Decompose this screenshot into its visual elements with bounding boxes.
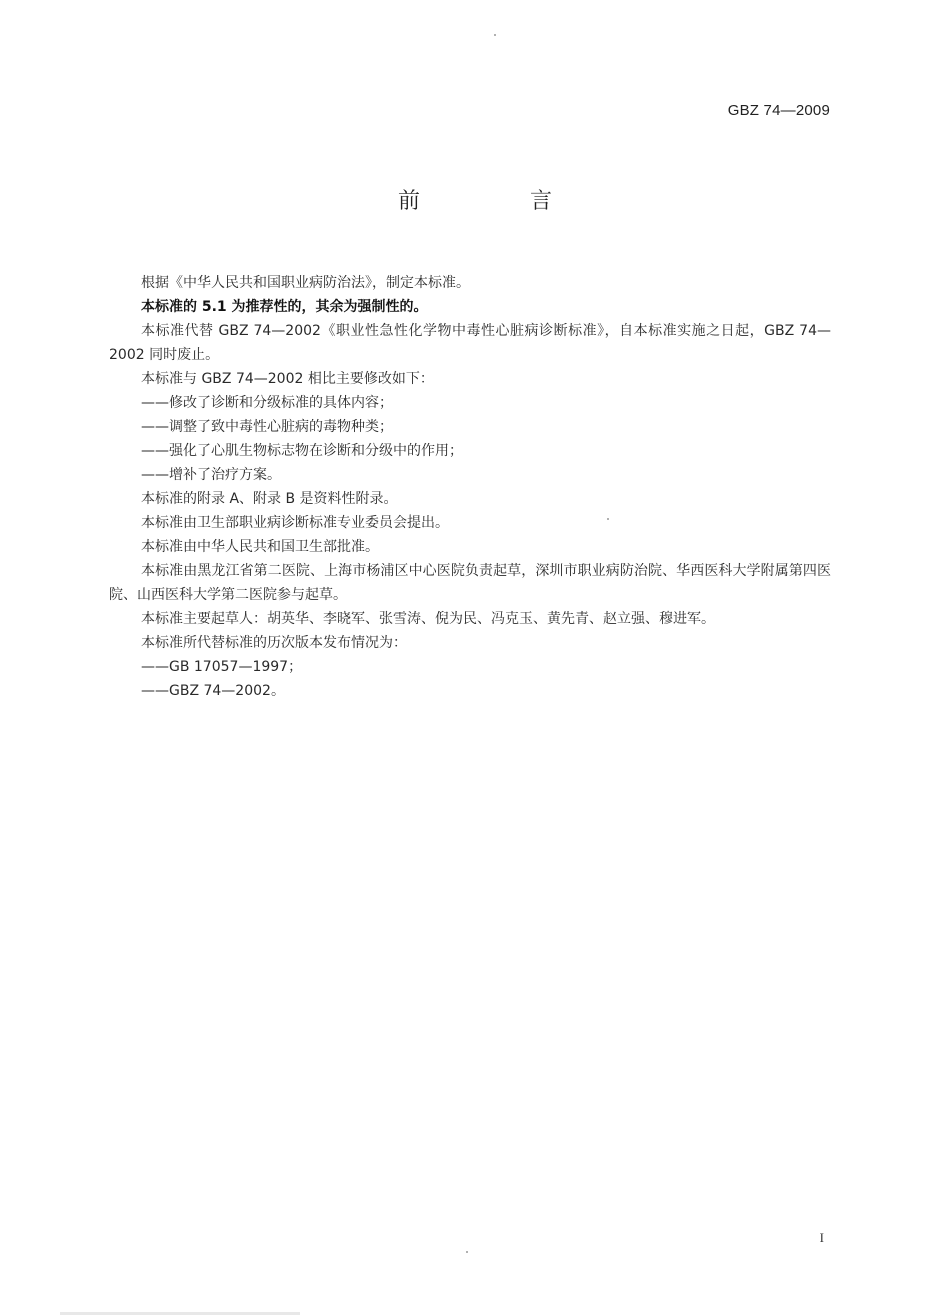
scan-speck [466, 1251, 468, 1253]
scan-speck [607, 518, 609, 520]
list-item: ——GBZ 74—2002。 [141, 683, 285, 699]
paragraph: 本标准由黑龙江省第二医院、上海市杨浦区中心医院负责起草，深圳市职业病防治院、华西医科大学附属第四医院、山西医科大学第二医院参与起草。 [109, 563, 831, 603]
list-item: ——增补了治疗方案。 [141, 467, 281, 483]
list-item: ——强化了心肌生物标志物在诊断和分级中的作用； [141, 443, 463, 459]
paragraph: 本标准的 5.1 为推荐性的，其余为强制性的。 [141, 299, 428, 315]
paragraph: 本标准的附录 A、附录 B 是资料性附录。 [141, 491, 398, 507]
paragraph: 本标准由卫生部职业病诊断标准专业委员会提出。 [141, 515, 449, 531]
scan-edge-line [60, 1312, 300, 1315]
paragraph: 根据《中华人民共和国职业病防治法》，制定本标准。 [141, 275, 470, 291]
paragraph: 本标准与 GBZ 74—2002 相比主要修改如下： [141, 371, 434, 387]
list-item: ——GB 17057—1997； [141, 659, 303, 675]
paragraph: 本标准主要起草人：胡英华、李晓军、张雪涛、倪为民、冯克玉、黄先青、赵立强、穆进军。 [141, 611, 715, 627]
foreword-body [109, 271, 831, 703]
page-number: I [819, 1230, 824, 1245]
paragraph: 本标准所代替标准的历次版本发布情况为： [141, 635, 407, 651]
paragraph: 本标准代替 GBZ 74—2002《职业性急性化学物中毒性心脏病诊断标准》，自本标准实施之日起，GBZ 74—2002 同时废止。 [109, 323, 831, 363]
scan-speck [494, 34, 496, 36]
list-item: ——调整了致中毒性心脏病的毒物种类； [141, 419, 393, 435]
page-title: 前 言 [397, 189, 596, 214]
standard-code: GBZ 74—2009 [727, 102, 830, 119]
list-item: ——修改了诊断和分级标准的具体内容； [141, 395, 393, 411]
paragraph: 本标准由中华人民共和国卫生部批准。 [141, 539, 379, 555]
